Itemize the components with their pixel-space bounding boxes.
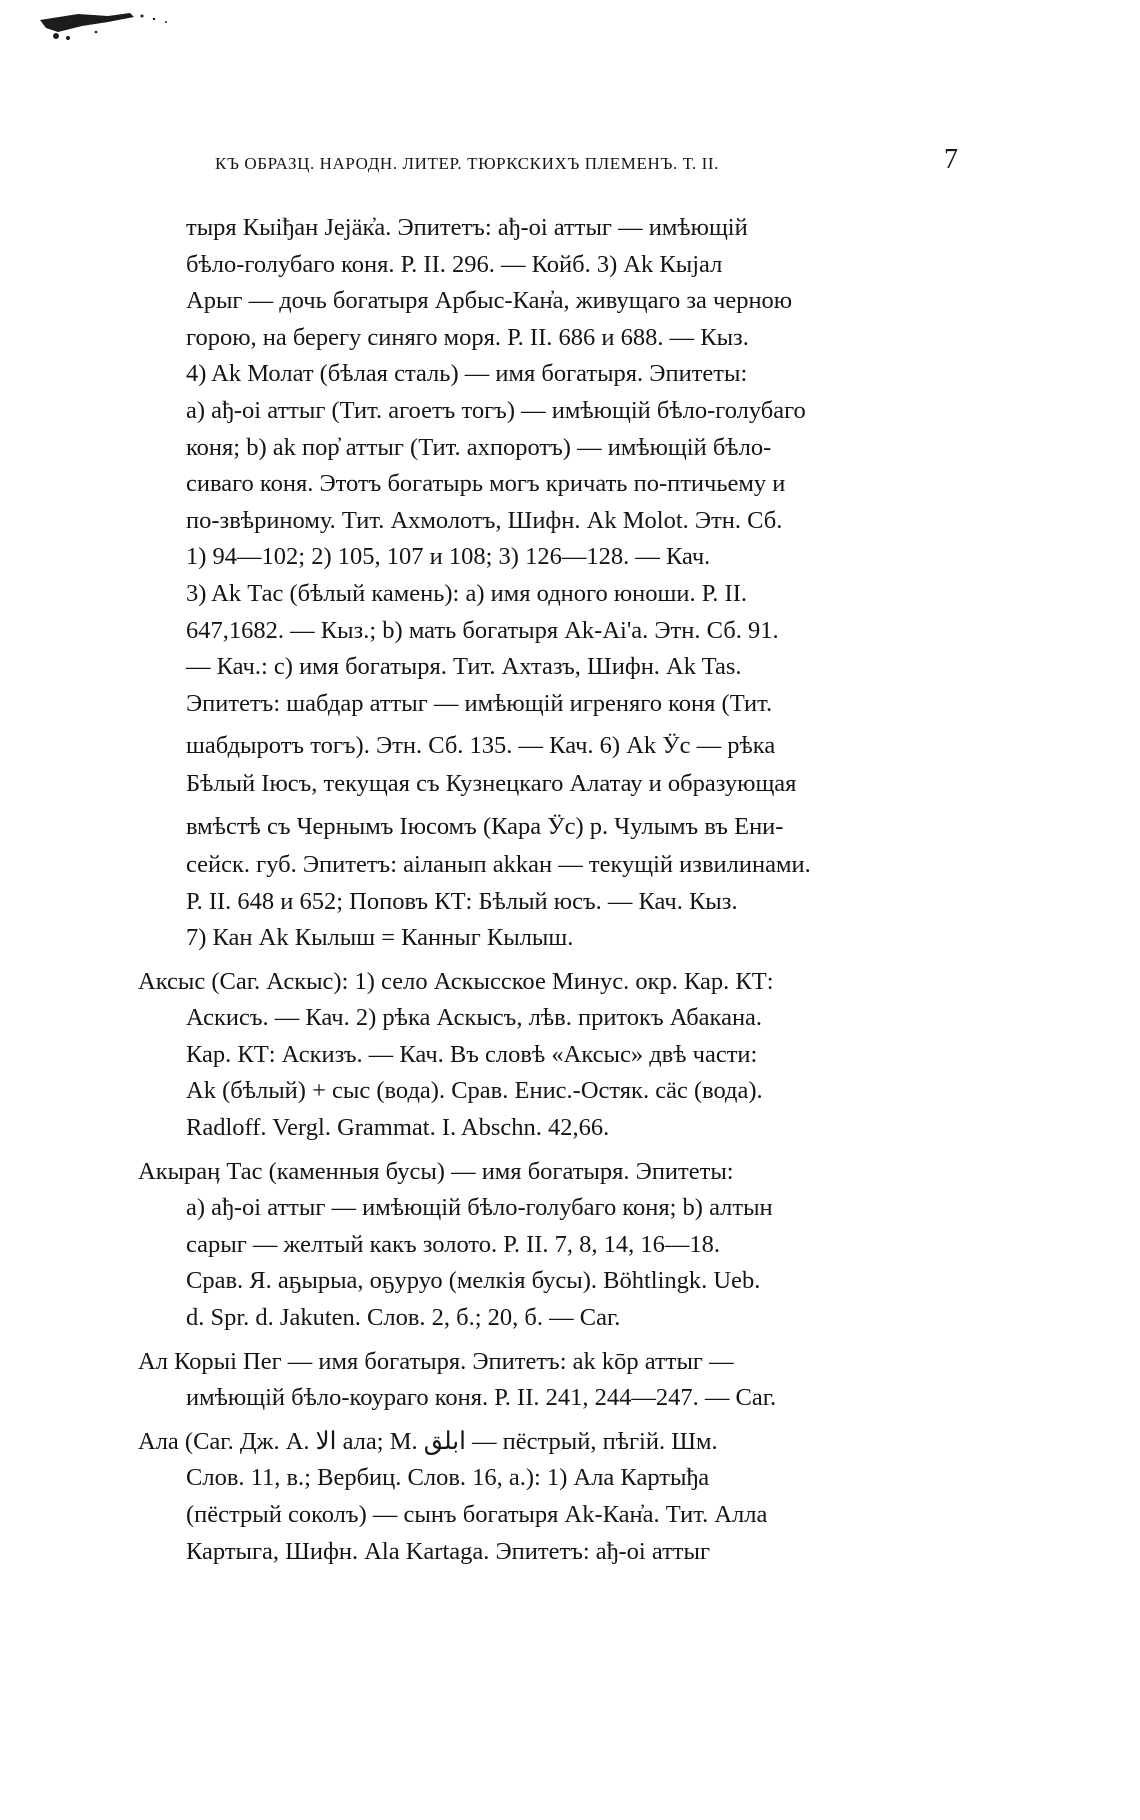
running-head: КЪ ОБРАЗЦ. НАРОДН. ЛИТЕР. ТЮРКСКИХЪ ПЛЕМЕНЪ. Т. II. <box>215 154 720 173</box>
entry-ala <box>138 1424 958 1570</box>
entry-akyrang-tas <box>138 1154 958 1337</box>
paragraph-ak-continuation <box>138 210 958 957</box>
text-line: a) ађ-оі аттыг (Тит. агоетъ тогъ) — имѣющій бѣло-голубаго <box>186 396 806 424</box>
text-line: Аскисъ. — Кач. 2) рѣка Аскысъ, лѣв. притокъ Абакана. <box>186 1004 763 1032</box>
text-line: 647,1682. — Кыз.; b) мать богатыря Ak-Ai'a. Этн. Сб. 91. <box>186 616 779 644</box>
entry-al-koryi-peg <box>138 1344 958 1417</box>
text-line: сейск. губ. Эпитетъ: аіланып akkан — текущій извилинами. <box>186 850 811 878</box>
text-line: d. Spr. d. Jakuten. Слов. 2, б.; 20, б. — Саг. <box>186 1304 621 1332</box>
text-line: 4) Ak Молат (бѣлая сталь) — имя богатыря. Эпитеты: <box>186 360 748 388</box>
page-header <box>215 144 970 190</box>
text-line: — Кач.: c) имя богатыря. Тит. Ахтазъ, Шифн. Ak Tas. <box>186 653 742 681</box>
text-line: по-звѣриному. Тит. Ахмолотъ, Шифн. Ak Molot. Этн. Сб. <box>186 506 783 534</box>
text-line: Бѣлый Іюсъ, текущая съ Кузнецкаго Алатау и образующая <box>186 770 797 798</box>
text-line: сиваго коня. Этотъ богатырь могъ кричать по-птичьему и <box>186 470 786 498</box>
entry-first-line: Акыраӊ Тас (каменныя бусы) — имя богатыря. Эпитеты: <box>138 1157 734 1185</box>
text-line: 1) 94—102; 2) 105, 107 и 108; 3) 126—128. — Кач. <box>186 543 711 571</box>
text-line: Ak (бѣлый) + сыс (вода). Срав. Енис.-Остяк. сӓс (вода). <box>186 1077 763 1105</box>
text-line: шабдыротъ тогъ). Этн. Сб. 135. — Кач. 6) Ak Ӱc — рѣка <box>186 732 776 760</box>
entry-first-line: Ал Корыі Пег — имя богатыря. Эпитетъ: ak kōр аттыг — <box>138 1347 734 1375</box>
text-line: Слов. 11, в.; Вербиц. Слов. 16, а.): 1) Ала Картыђа <box>186 1464 710 1492</box>
text-line: горою, на берегу синяго моря. Р. II. 686 и 688. — Кыз. <box>186 323 749 351</box>
text-line: Картыга, Шифн. Ala Kartaga. Эпитетъ: ађ-оі аттыг <box>186 1537 710 1565</box>
page-number: 7 <box>944 144 958 175</box>
entry-first-line: Аксыс (Саг. Аскыс): 1) село Аскысское Минус. окр. Кар. КТ: <box>138 967 774 995</box>
scan-speck-mark <box>38 8 188 46</box>
text-line: имѣющій бѣло-коураго коня. Р. II. 241, 244—247. — Саг. <box>186 1384 777 1412</box>
entry-first-line: Ала (Саг. Дж. А. الا ала; М. ابلق — пёстрый, пѣгій. Шм. <box>138 1427 718 1455</box>
text-line: Срав. Я. аҕырыа, оҕуруо (мелкія бусы). Böhtlingk. Ueb. <box>186 1267 761 1295</box>
entry-aksys <box>138 964 958 1147</box>
text-line: бѣло-голубаго коня. Р. II. 296. — Койб. 3) Ak Кыјал <box>186 250 723 278</box>
text-line: Арыг — дочь богатыря Арбыс-Кан҆а, живущаго за черною <box>186 287 793 315</box>
page-body <box>138 210 958 1570</box>
text-line: вмѣстѣ съ Чернымъ Іюсомъ (Кара Ӱc) р. Чулымъ въ Ени- <box>186 812 784 840</box>
text-line: 3) Ak Тас (бѣлый камень): a) имя одного юноши. Р. II. <box>186 579 747 607</box>
text-line: Кар. КТ: Аскизъ. — Кач. Въ словѣ «Аксыс» двѣ части: <box>186 1040 758 1068</box>
text-line: тыря Кыіђан Јејӓк҆а. Эпитетъ: ађ-оі аттыг — имѣющій <box>186 214 748 241</box>
text-line: 7) Кан Ak Кылыш = Канныг Кылыш. <box>186 924 574 952</box>
text-line: Эпитетъ: шабдар аттыг — имѣющій игреняго коня (Тит. <box>186 689 773 717</box>
text-line: a) ађ-оі аттыг — имѣющій бѣло-голубаго коня; b) алтын <box>186 1194 773 1222</box>
text-line: сарыг — желтый какъ золото. Р. II. 7, 8, 14, 16—18. <box>186 1230 721 1258</box>
text-line: Radloff. Vergl. Grammat. I. Abschn. 42,66. <box>186 1114 610 1142</box>
text-line: коня; b) ak пор҆ аттыг (Тит. ахпоротъ) — имѣющій бѣло- <box>186 433 772 461</box>
text-line: (пёстрый соколъ) — сынъ богатыря Ak-Кан҆а. Тит. Алла <box>186 1501 768 1528</box>
text-line: Р. II. 648 и 652; Поповъ КТ: Бѣлый юсъ. — Кач. Кыз. <box>186 887 738 915</box>
